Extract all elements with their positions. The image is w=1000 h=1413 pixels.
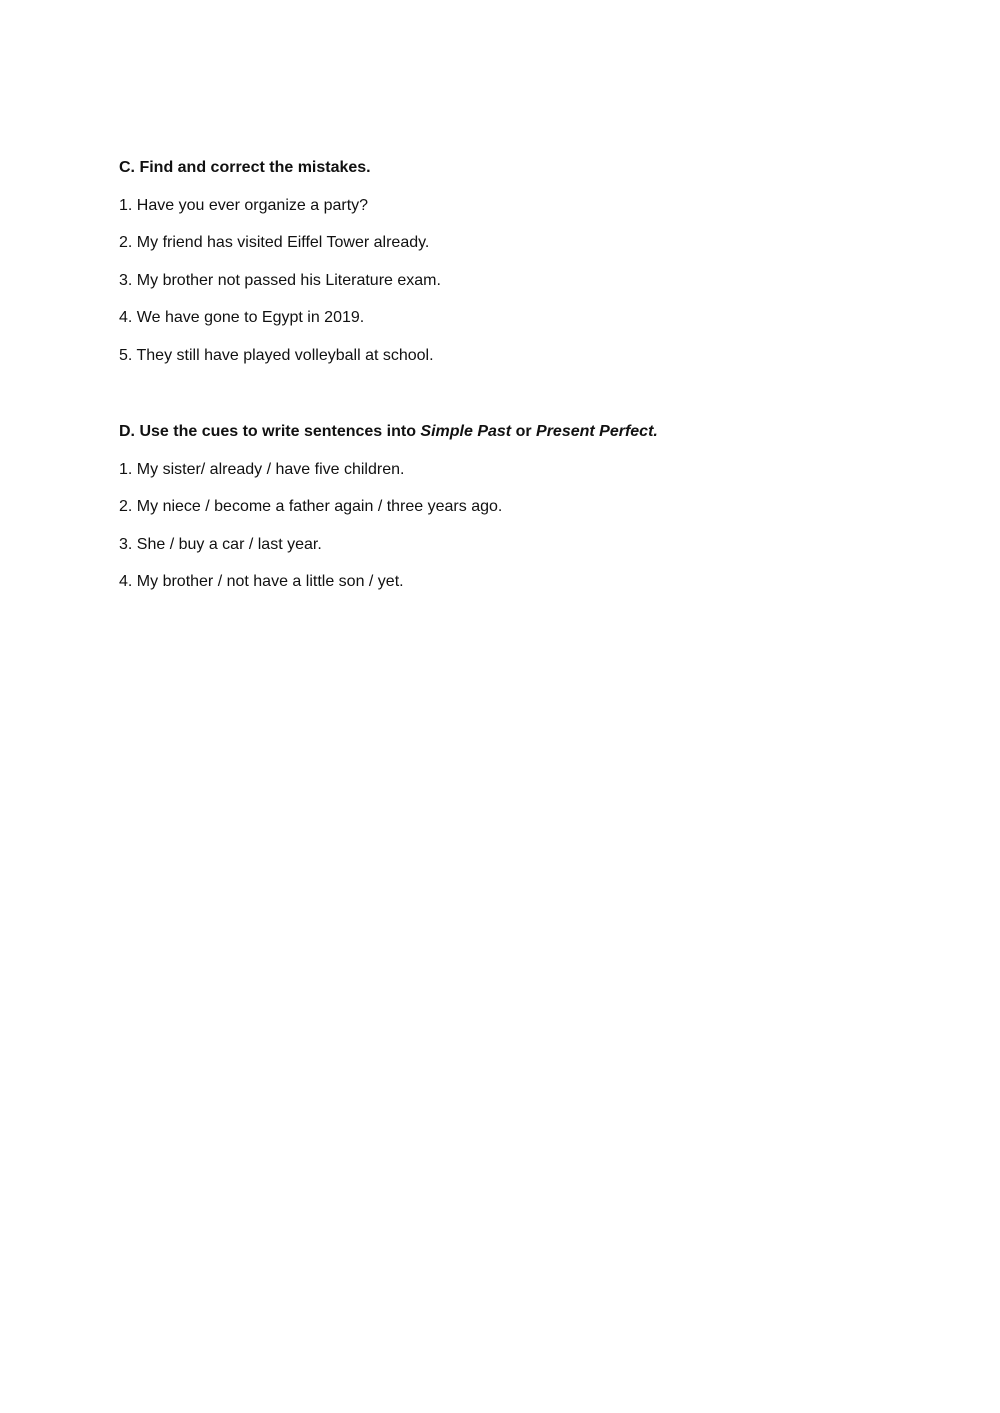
section-d-heading <box>119 421 879 443</box>
section-d-item-2: 2. My niece / become a father again / three years ago. <box>119 498 503 516</box>
section-c-item-5: 5. They still have played volleyball at school. <box>119 346 434 364</box>
section-d-heading-connector: or <box>511 423 537 440</box>
section-d <box>119 421 879 609</box>
section-c-item-4: 4. We have gone to Egypt in 2019. <box>119 309 365 327</box>
section-c-item-2: 2. My friend has visited Eiffel Tower already. <box>119 234 430 252</box>
section-d-heading-term-simple-past: Simple Past <box>420 423 512 440</box>
section-d-heading-term-present-perfect: Present Perfect. <box>536 423 658 440</box>
section-d-item-3: 3. She / buy a car / last year. <box>119 535 322 553</box>
section-d-item-4: 4. My brother / not have a little son / yet. <box>119 573 404 591</box>
section-c-item-1: 1. Have you ever organize a party? <box>119 196 369 214</box>
section-d-item-1: 1. My sister/ already / have five children. <box>119 460 405 478</box>
section-c-heading: C. Find and correct the mistakes. <box>119 159 371 176</box>
section-c-item-3: 3. My brother not passed his Literature exam. <box>119 271 441 289</box>
section-d-heading-prefix: D. Use the cues to write sentences into <box>119 423 421 440</box>
section-c <box>119 157 879 383</box>
